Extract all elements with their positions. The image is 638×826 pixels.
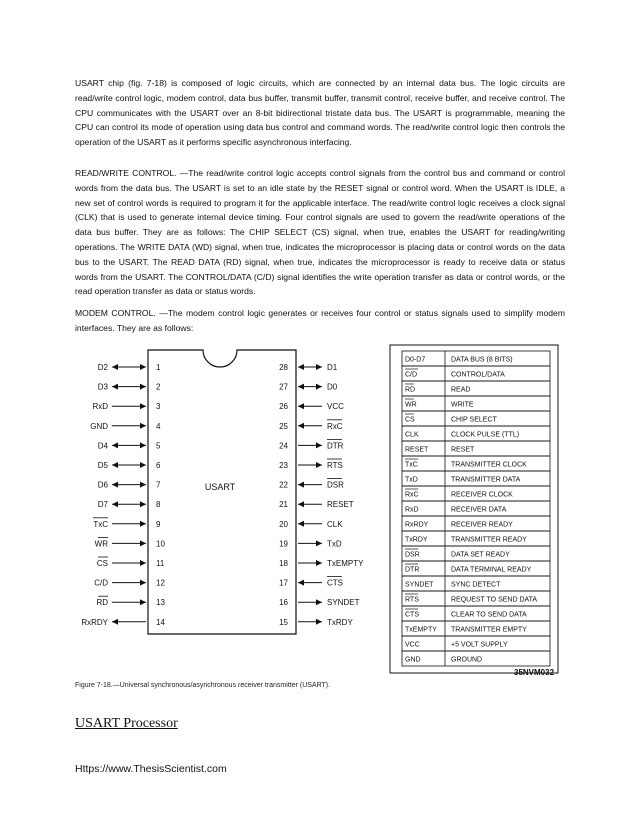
legend-signal: TxC — [405, 461, 418, 469]
arrowhead — [140, 482, 146, 488]
legend-description: CONTROL/DATA — [451, 371, 505, 379]
left-pin-number: 14 — [156, 617, 165, 627]
legend-row — [402, 381, 550, 396]
arrowhead — [140, 521, 146, 527]
right-pin-name: D1 — [327, 363, 338, 372]
right-pin-number: 17 — [279, 578, 288, 588]
legend-signal: CTS — [405, 611, 419, 619]
arrowhead — [140, 462, 146, 468]
legend-description: RECEIVER READY — [451, 521, 513, 529]
arrowhead — [140, 364, 146, 370]
right-pin-name: RESET — [327, 500, 354, 510]
right-pin-number: 23 — [279, 461, 288, 470]
right-pin-number: 20 — [279, 519, 288, 529]
right-pin-name: SYNDET — [327, 598, 360, 608]
right-pin-number: 15 — [279, 617, 288, 627]
legend-signal: TxEMPTY — [405, 626, 437, 634]
left-pin-name: D4 — [97, 441, 108, 451]
left-pin-name: RxD — [92, 402, 108, 412]
right-pin-number: 18 — [279, 559, 288, 568]
legend-signal: TxD — [405, 476, 418, 484]
arrowhead — [316, 442, 322, 448]
intro-paragraph: USART chip (fig. 7-18) is composed of logic circuits, which are connected by an internal data bus. The logic circuits are read/write control logic, modem control, data bus buffer, transmit buffer, transmit control, receive buffer, and receive control. The CPU communicates with the USART over an 8-bit bidirectional tristate data bus. The USART is programmable, meaning the CPU can control its mode of operation using data bus control and command words. The read/write control logic then controls the operation of the USART as it performs specific asynchronous interfacing. — [75, 78, 565, 148]
left-pin-number: 12 — [156, 578, 165, 588]
right-pin-name: VCC — [327, 402, 344, 412]
left-pin-number: 7 — [156, 480, 161, 490]
arrowhead — [140, 384, 146, 390]
legend-signal: DTR — [405, 566, 420, 574]
right-pin-name: TxD — [327, 539, 342, 549]
arrowhead — [112, 482, 118, 488]
left-pin-number: 1 — [156, 363, 161, 372]
right-pin-number: 22 — [279, 480, 288, 490]
arrowhead — [140, 423, 146, 429]
legend-signal: RxC — [405, 491, 419, 499]
legend-description: RECEIVER DATA — [451, 506, 507, 514]
arrowhead — [316, 384, 322, 390]
right-pin-name: CTS — [327, 578, 343, 588]
arrowhead — [316, 619, 322, 625]
legend-description: DATA BUS (8 BITS) — [451, 356, 513, 364]
legend-description: GROUND — [451, 656, 483, 664]
arrowhead — [140, 403, 146, 409]
left-pin-number: 2 — [156, 382, 161, 392]
legend-description: CHIP SELECT — [451, 416, 497, 424]
left-pin-number: 8 — [156, 500, 161, 510]
legend-description: TRANSMITTER READY — [451, 536, 527, 544]
right-pin-number: 19 — [279, 539, 288, 549]
left-pin-number: 3 — [156, 402, 161, 412]
legend-description: TRANSMITTER DATA — [451, 476, 521, 484]
left-pin-number: 13 — [156, 598, 165, 608]
left-pin-name: WR — [94, 539, 108, 549]
legend-signal: C/D — [405, 371, 418, 379]
legend-signal: RESET — [405, 446, 429, 454]
left-pin-number: 6 — [156, 461, 161, 470]
legend-signal: D0-D7 — [405, 356, 426, 364]
left-pin-name: D2 — [97, 363, 108, 372]
arrowhead — [298, 501, 304, 507]
arrowhead — [112, 619, 118, 625]
footer-url: Https://www.ThesisScientist.com — [75, 763, 227, 775]
right-pin-name: TxEMPTY — [327, 559, 364, 568]
modem-control-paragraph: MODEM CONTROL. —The modem control logic generates or receives four control or status signals used to simplify modem interfaces. They are as follows: — [75, 308, 565, 333]
right-pin-name: TxRDY — [327, 617, 353, 627]
legend-description: CLOCK PULSE (TTL) — [451, 431, 520, 439]
left-pin-name: D7 — [97, 500, 108, 510]
legend-signal: RTS — [405, 596, 419, 604]
right-pin-name: DTR — [327, 441, 344, 451]
arrowhead — [140, 599, 146, 605]
legend-signal: WR — [405, 401, 417, 409]
legend-description: RECEIVER CLOCK — [451, 491, 513, 499]
left-pin-name: C/D — [94, 578, 108, 588]
right-pin-number: 26 — [279, 402, 288, 412]
arrowhead — [298, 403, 304, 409]
legend-signal: GND — [405, 656, 421, 664]
left-pin-name: D3 — [97, 382, 108, 392]
figure-caption: Figure 7-18.—Universal synchronous/asynchronous receiver transmitter (USART). — [75, 682, 331, 689]
arrowhead — [316, 364, 322, 370]
legend-signal: DSR — [405, 551, 420, 559]
arrowhead — [140, 501, 146, 507]
left-pin-number: 5 — [156, 441, 161, 451]
legend-description: CLEAR TO SEND DATA — [451, 611, 527, 619]
legend-description: TRANSMITTER CLOCK — [451, 461, 527, 469]
left-pin-number: 10 — [156, 539, 165, 549]
right-pin-name: RTS — [327, 461, 343, 470]
arrowhead — [112, 442, 118, 448]
left-pin-name: RxRDY — [81, 617, 108, 627]
arrowhead — [112, 501, 118, 507]
legend-description: READ — [451, 386, 471, 394]
left-pin-name: TxC — [93, 519, 108, 529]
right-pin-number: 27 — [279, 382, 288, 392]
legend-signal: RD — [405, 386, 416, 394]
chip-body — [148, 350, 296, 634]
arrowhead — [112, 462, 118, 468]
arrowhead — [316, 599, 322, 605]
legend-description: DATA SET READY — [451, 551, 510, 559]
legend-signal: CS — [405, 416, 415, 424]
legend-signal: CLK — [405, 431, 419, 439]
arrowhead — [112, 384, 118, 390]
legend-description: RESET — [451, 446, 475, 454]
right-pin-name: DSR — [327, 480, 344, 490]
legend-signal: RxD — [405, 506, 419, 514]
right-pin-number: 21 — [279, 500, 288, 510]
read-write-control-paragraph: READ/WRITE CONTROL. —The read/write control logic accepts control signals from the control bus and command or control words from the data bus. The USART is set to an idle state by the RESET signal or control word. When the USART is IDLE, a new set of control words is required to program it for the applicable interface. The read/write control logic receives a clock signal (CLK) that is used to generate internal device timing. Four control signals are used to govern the read/write operations of the data bus buffer. They are as follows: The CHIP SELECT (CS) signal, when true, enables the USART for reading/writing operations. The WRITE DATA (WD) signal, when true, indicates the microprocessor is placing data or control words on the data bus to the USART. The READ DATA (RD) signal, when true, indicates the microprocessor is ready to receive data or status words from the USART. The CONTROL/DATA (C/D) signal identifies the write operation transfer as data or control words, or the read operation transfer as data or status words. — [75, 168, 565, 297]
legend-signal: SYNDET — [405, 581, 434, 589]
arrowhead — [316, 540, 322, 546]
legend-signal: TxRDY — [405, 536, 428, 544]
legend-description: WRITE — [451, 401, 474, 409]
right-pin-number: 16 — [279, 598, 288, 608]
arrowhead — [140, 442, 146, 448]
right-pin-number: 25 — [279, 421, 288, 431]
legend-description: SYNC DETECT — [451, 581, 501, 589]
arrowhead — [298, 482, 304, 488]
left-pin-name: D5 — [97, 461, 108, 470]
left-pin-number: 11 — [156, 559, 165, 568]
figure-code: 35NVM032 — [514, 668, 555, 677]
arrowhead — [140, 540, 146, 546]
arrowhead — [140, 580, 146, 586]
legend-description: TRANSMITTER EMPTY — [451, 626, 527, 634]
left-pin-name: CS — [96, 559, 108, 568]
right-pin-number: 28 — [279, 363, 288, 372]
arrowhead — [298, 384, 304, 390]
left-pin-number: 9 — [156, 519, 161, 529]
left-pin-name: RD — [96, 598, 108, 608]
legend-signal: VCC — [405, 641, 420, 649]
section-heading: USART Processor — [75, 716, 178, 731]
chip-label: USART — [204, 482, 236, 492]
arrowhead — [140, 560, 146, 566]
legend-description: +5 VOLT SUPPLY — [451, 641, 508, 649]
legend-row — [402, 396, 550, 411]
right-pin-name: RxC — [327, 421, 343, 431]
right-pin-name: CLK — [327, 519, 343, 529]
legend-signal: RxRDY — [405, 521, 429, 529]
arrowhead — [298, 521, 304, 527]
arrowhead — [298, 364, 304, 370]
signal-legend-table — [390, 345, 558, 673]
usart-chip-diagram — [81, 350, 364, 634]
left-pin-number: 4 — [156, 421, 161, 431]
arrowhead — [316, 560, 322, 566]
arrowhead — [298, 580, 304, 586]
arrowhead — [316, 462, 322, 468]
right-pin-name: D0 — [327, 382, 338, 392]
arrowhead — [298, 423, 304, 429]
right-pin-number: 24 — [279, 441, 288, 451]
arrowhead — [112, 364, 118, 370]
legend-description: REQUEST TO SEND DATA — [451, 596, 538, 604]
left-pin-name: GND — [90, 421, 108, 431]
left-pin-name: D6 — [97, 480, 108, 490]
legend-description: DATA TERMINAL READY — [451, 566, 532, 574]
